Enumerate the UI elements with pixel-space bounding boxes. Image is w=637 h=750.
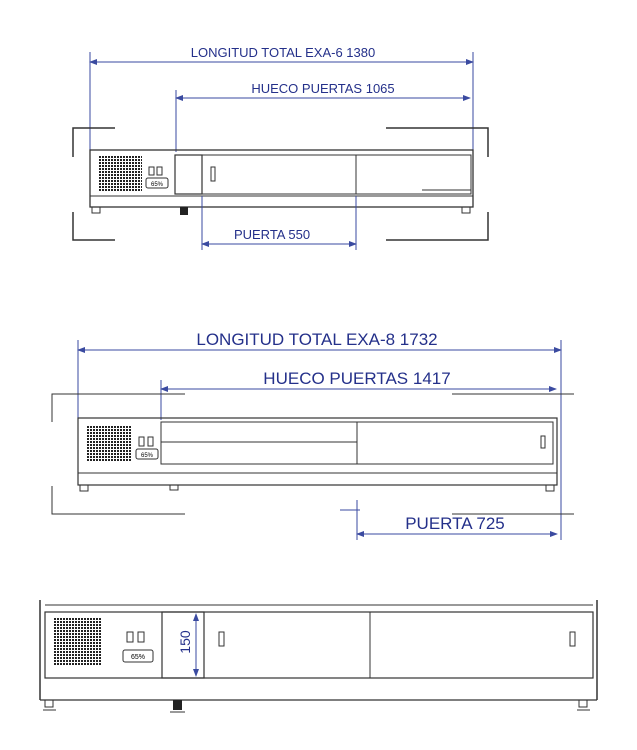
drawing-front-detail — [40, 600, 597, 712]
foot-drain-3 — [173, 700, 182, 710]
drawing-exa-8 — [52, 330, 574, 540]
dim-door-label-2: PUERTA 725 — [405, 514, 505, 533]
cabinet-body-2 — [78, 418, 557, 485]
badge-1: 65% — [150, 182, 164, 188]
door-handle-2 — [541, 436, 545, 448]
vent-grille-1 — [98, 156, 142, 192]
door-sliding-right-3 — [370, 612, 593, 678]
door-sliding-1 — [202, 155, 356, 194]
door-panel-right-1 — [356, 155, 471, 194]
dim-total-length-label-1: LONGITUD TOTAL EXA-6 1380 — [190, 45, 376, 60]
door-handle-left-3 — [219, 632, 224, 646]
dim-door-opening-label-2: HUECO PUERTAS 1417 — [263, 369, 451, 388]
door-sliding-left-2 — [161, 422, 357, 464]
dim-door-opening-label-1: HUECO PUERTAS 1065 — [251, 81, 395, 96]
cabinet-body-3 — [45, 612, 593, 678]
door-handle-right-3 — [570, 632, 575, 646]
dim-height-label-3: 150 — [177, 630, 193, 654]
vent-grille-2 — [87, 426, 131, 462]
drawing-exa-6 — [73, 45, 488, 250]
door-panel-left-1 — [175, 155, 202, 194]
door-handle-1 — [211, 167, 215, 181]
badge-3: 65% — [130, 654, 146, 661]
door-sliding-left-3 — [204, 612, 370, 678]
vent-grille-3 — [54, 618, 102, 666]
foot-drain-1 — [180, 207, 188, 215]
dim-door-label-1: PUERTA 550 — [233, 227, 311, 242]
dim-total-length-label-2: LONGITUD TOTAL EXA-8 1732 — [196, 330, 438, 349]
door-sliding-right-2 — [357, 422, 553, 464]
badge-2: 65% — [140, 453, 154, 459]
